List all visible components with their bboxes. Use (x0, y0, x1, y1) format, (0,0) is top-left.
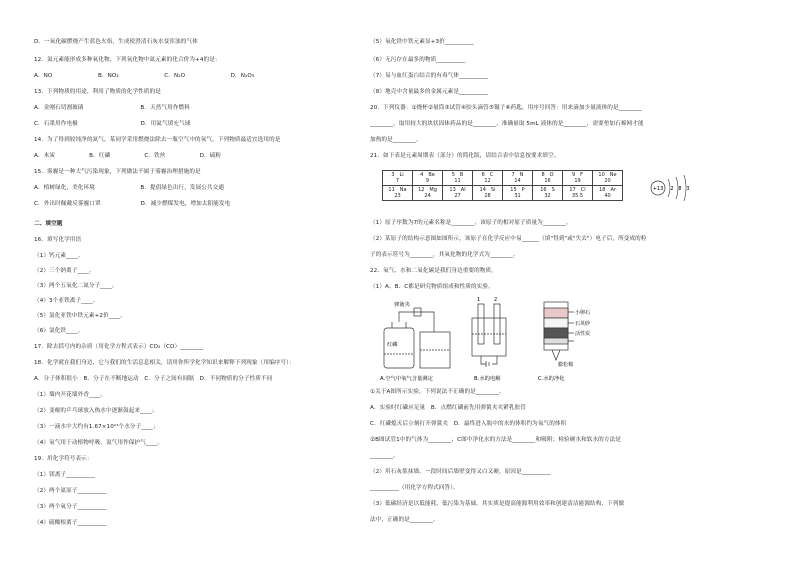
q13-stem: 13．下列物质的用途，利用了物质的化学性质的是 (34, 89, 161, 95)
q18-item-2: （2）变瘪的乒乓球放入热水中逐渐鼓起来____； (34, 408, 158, 414)
q13-options-ab: A．金刚石切割玻璃 B．天然气用作燃料 (34, 105, 190, 111)
q18-item-1: （1）墙内开花墙外香____。 (34, 392, 107, 398)
element-cell: 11 Na 23 (383, 186, 413, 201)
q21-item-1: （1）原子序数为7的元素名称是________，该原子的相对原子质量为________。 (370, 220, 572, 226)
periodic-table-row (383, 186, 623, 201)
element-cell: 9 F 19 (563, 171, 593, 186)
element-cell: 17 Cl 35.5 (563, 186, 593, 201)
caption-c: C.水的净化 (538, 376, 565, 382)
q21-item-2: （2）某原子的结构示意图如图所示，该原子在化学反应中易______（填"得到"或"失去"）电子后，所变成的粒 (370, 236, 647, 242)
q19-item-1: （1）镁离子__________ (34, 472, 96, 478)
element-cell: 12 Mg 24 (413, 186, 443, 201)
q19-item-8: （8）地壳中含量最多的金属元素是__________ (370, 89, 489, 95)
element-cell: 5 B 11 (443, 171, 473, 186)
element-cell: 18 Ar 40 (593, 186, 623, 201)
q16-item-4: （4）3个亚铁离子____。 (34, 298, 99, 304)
q22-item-3: （3）低碳经济是以低能耗、低污染为基础，其实质是提高能源利用效率和创建清洁能源结构，下列做 (370, 501, 625, 507)
q20-stem: 20．下列仪器：①烧杯②量筒③试管④胶头滴管⑤镊子⑥药匙，用序号回答：用来滴加少量液体的是________ (370, 105, 642, 111)
element-cell: 13 Al 27 (443, 186, 473, 201)
q20-line-3: 加热的是________。 (370, 137, 422, 143)
q14-stem: 14．为了得到较纯净的氮气，某同学采用燃烧法除去一瓶空气中的氧气，下列物质最适宜选用的是 (34, 137, 281, 143)
q19-item-7: （7）易与血红蛋白结合的有毒气体__________ (370, 73, 489, 79)
q20-line-2: ________，取用较大的块状固体药品的是________，准确量取 5mL 液体的是________，需要垫加石棉网才能 (370, 121, 644, 127)
figure-c-apparatus (544, 302, 574, 360)
q22-sub-2-cont: ________。 (370, 453, 399, 459)
q18-item-4: （4）氧气用于动植物呼吸，氮气用作保护气____。 (34, 440, 164, 446)
figure-a-apparatus (384, 308, 450, 368)
q22-stem: 22．氧气、水和二氧化碳是我们身边重要的物质。 (370, 268, 497, 274)
q14-options: A．木炭 B．红磷 C．铁丝 D．硫粉 (34, 153, 222, 159)
atom-structure-diagram (648, 168, 696, 208)
element-cell: 10 Ne 20 (593, 171, 623, 186)
pebbles-label: 小卵石 (575, 310, 591, 316)
q22-sub-1-options-cd: C．红磷熄灭后立刻打开弹簧夹 D．最终进入瓶中的水的体积约为氧气的体积 (370, 421, 567, 427)
element-cell: 3 Li 7 (383, 171, 413, 186)
q12-options: A．NO B．NO₂ C．N₂O D．N₂O₃ (34, 73, 255, 79)
section-fill-in-heading: 二、填空题 (34, 221, 63, 227)
q22-item-3-cont: 法中，正确的是________。 (370, 517, 439, 523)
element-cell: 8 O 16 (533, 171, 563, 186)
q16-stem: 16．填写化学用语 (34, 237, 82, 243)
q16-item-5: （5）氯化亚铁中铁元素+2价____。 (34, 313, 127, 319)
q21-item-2-cont: 子的表示符号为________，其氧化物的化学式为________。 (370, 252, 519, 258)
q19-stem: 19．用化学符号表示： (34, 456, 93, 462)
q19-item-4: （4）硫酸根离子__________ (34, 520, 107, 526)
q22-item-2: （2）用石灰浆抹墙，一段时间后墙壁变得又白又硬，原因是__________ (370, 469, 551, 475)
element-cell: 7 N 14 (503, 171, 533, 186)
caption-a: A.空气中氧气含量测定 (380, 376, 433, 382)
element-cell: 16 S 32 (533, 186, 563, 201)
red-phosphorus-label: 红磷 (387, 342, 398, 348)
nucleus-label: +13 (652, 186, 664, 192)
q18-stem: 18．化学就在我们身边，它与我们的生活息息相关，请用你所学化学知识来解释下列现象（用编序号）： (34, 360, 295, 366)
q15-options-ab: A．植树绿化，美化环境 B．提倡绿色出行，发展公共交通 (34, 185, 225, 191)
q19-item-2: （2）两个氮原子__________ (34, 488, 107, 494)
q15-stem: 15．雾霾是一种大气污染现象，下列做法不属于雾霾治理措施的是 (34, 169, 201, 175)
q22-sub-2: ②B图试管1中的气体为________；C图中净化水的方法是________和吸附；检验硬水和软水的方法是 (370, 437, 621, 443)
q19-item-5: （5）氧化铁中铁元素显+3价__________ (370, 39, 474, 45)
element-cell: 6 C 12 (473, 171, 503, 186)
q19-item-3: （3）两个氧分子__________ (34, 504, 107, 510)
q18-options: A．分子体积很小 B．分子在不断地运动 C．分子之间有间隔 D．不同物质的分子性质不同 (34, 376, 273, 382)
q16-item-1: （1）钙元素____。 (34, 253, 84, 259)
q16-item-2: （2）三个钠离子____。 (34, 268, 95, 274)
q22-item-2-cont: __________（用化学方程式回答）。 (370, 485, 459, 491)
figure-b-apparatus (472, 304, 506, 367)
spring-clip-label: 弹簧夹 (394, 302, 410, 308)
experiment-figures (378, 294, 608, 386)
periodic-table-row (383, 171, 623, 186)
q11-option-d: D．一氧化碳燃烧产生蓝色火焰，生成使澄清石灰水变浑浊的气体 (34, 39, 198, 45)
q18-item-3: （3）一滴水中大约有1.67×10²¹个水分子____； (34, 424, 159, 430)
q22-sub-1: ①关于A图所示实验，下列说法不正确的是________。 (370, 389, 505, 395)
q22-item-1: （1）A、B、C都是研究物质组成和性质的实验。 (370, 284, 494, 290)
shell-count: 3 (686, 186, 690, 192)
q15-options-cd: C．外出时佩戴反雾霾口罩 D．减少燃煤发电，增加太阳能发电 (34, 201, 231, 207)
q21-stem: 21．如下表是元素周期表（部分）的简化版，请结合表中信息按要求填空。 (370, 153, 560, 159)
element-cell: 4 Be 9 (413, 171, 443, 186)
electrode-1-label: 1 (477, 297, 481, 303)
q16-item-6: （6）氯化铁____。 (34, 328, 84, 334)
q17-stem: 17．除去括号内的杂质（用化学方程式表示）CO₂（CO）________ (34, 344, 204, 350)
caption-b: B.水的电解 (474, 376, 501, 382)
right-column (370, 0, 770, 562)
cotton-label: 膨松棉 (558, 362, 574, 368)
element-cell: 14 Si 28 (473, 186, 503, 201)
periodic-table (382, 170, 623, 201)
shell-count: 8 (678, 186, 682, 192)
q19-item-6: （6）无污存在最多的物质__________ (370, 57, 466, 63)
activated-carbon-label: 活性炭 (575, 331, 591, 337)
q12-stem: 12．氮元素能形成多种氧化物，下列氧化物中氮元素的化合价为+4的是： (34, 57, 221, 63)
element-cell: 15 P 31 (503, 186, 533, 201)
left-column (34, 0, 374, 562)
q16-item-3: （3）两个五氧化二氮分子____。 (34, 283, 118, 289)
quartz-sand-label: 石英砂 (575, 321, 591, 327)
q22-sub-1-options-ab: A．实验时红磷应足量 B．点燃红磷前先用弹簧夹夹紧乳胶管 (370, 405, 526, 411)
electrode-2-label: 2 (494, 297, 498, 303)
q13-options-cd: C．石墨用作电极 D．用氦气填充气球 (34, 121, 191, 127)
shell-count: 2 (670, 186, 674, 192)
